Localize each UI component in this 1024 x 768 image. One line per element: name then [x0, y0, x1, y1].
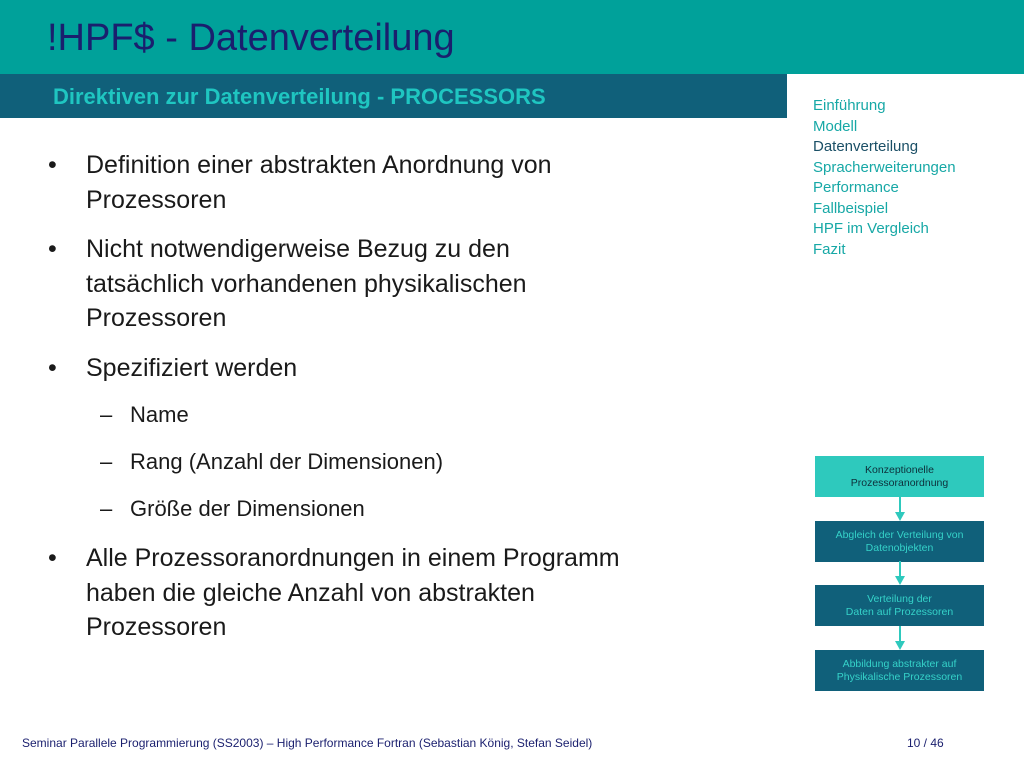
flow-box-mapping [815, 650, 984, 691]
sub-item [48, 447, 728, 477]
nav-item-hpf-im-vergleich[interactable]: HPF im Vergleich [813, 220, 929, 237]
flow-box-line: Abbildung abstrakter auf [842, 657, 957, 670]
bullet-item [48, 232, 728, 336]
flow-box-line: Prozessoranordnung [850, 476, 949, 489]
flow-box-line: Abgleich der Verteilung von [835, 528, 964, 541]
bullet-marker: • [48, 353, 57, 382]
bullet-line: Alle Prozessoranordnungen in einem Programm [86, 544, 620, 572]
arrow-down-icon [893, 561, 907, 586]
bullet-line: Spezifiziert werden [86, 353, 298, 382]
footer-text: Seminar Parallele Programmierung (SS2003) – High Performance Fortran (Sebastian König, Stefan Seidel) [22, 736, 593, 750]
bullet-line: haben die gleiche Anzahl von abstrakten [86, 578, 535, 607]
flow-box-alignment [815, 521, 984, 562]
nav-item-performance[interactable]: Performance [813, 179, 899, 196]
slide-content [48, 148, 728, 660]
bullet-item [48, 541, 728, 645]
flow-box-conceptual [815, 456, 984, 497]
bullet-marker: • [48, 544, 57, 572]
slide-subtitle: Direktiven zur Datenverteilung - PROCESSORS [53, 84, 546, 109]
bullet-line: tatsächlich vorhandenen physikalischen [86, 269, 527, 298]
slide-title: !HPF$ - Datenverteilung [47, 17, 455, 59]
flow-box-line: Daten auf Prozessoren [845, 605, 954, 618]
sub-item [48, 494, 728, 524]
page-number: 10 / 46 [907, 736, 944, 750]
flow-box-line: Verteilung der [867, 592, 932, 605]
flow-box-line: Konzeptionelle [865, 463, 934, 476]
flow-box-line: Physikalische Prozessoren [836, 670, 963, 683]
bullet-line: Prozessoren [86, 304, 227, 332]
bullet-line: Prozessoren [86, 185, 227, 214]
bullet-line: Prozessoren [86, 613, 227, 641]
flow-box-line: Datenobjekten [865, 541, 934, 554]
nav-item-spracherweiterungen[interactable]: Spracherweiterungen [813, 158, 956, 176]
sub-marker: – [100, 402, 113, 427]
nav-item-datenverteilung[interactable]: Datenverteilung [813, 138, 919, 155]
section-nav [813, 96, 956, 260]
arrow-down-icon [893, 626, 907, 651]
bullet-marker: • [48, 235, 57, 263]
arrow-down-icon [893, 497, 907, 522]
nav-item-modell[interactable]: Modell [813, 117, 858, 135]
bullet-line: Nicht notwendigerweise Bezug zu den [86, 235, 510, 263]
sub-item-text: Größe der Dimensionen [130, 496, 365, 521]
bullet-marker: • [48, 151, 57, 179]
bullet-item [48, 148, 728, 217]
sub-marker: – [100, 496, 113, 521]
sub-item-text: Name [130, 402, 189, 427]
sub-marker: – [100, 449, 113, 474]
nav-item-fazit[interactable]: Fazit [813, 240, 846, 258]
sub-item [48, 400, 728, 430]
nav-item-fallbeispiel[interactable]: Fallbeispiel [813, 199, 889, 217]
nav-item-einfuehrung[interactable]: Einführung [813, 97, 886, 114]
flow-box-distribution [815, 585, 984, 626]
bullet-line: Definition einer abstrakten Anordnung von [86, 151, 552, 179]
sub-item-text: Rang (Anzahl der Dimensionen) [130, 449, 444, 474]
bullet-item [48, 351, 728, 386]
